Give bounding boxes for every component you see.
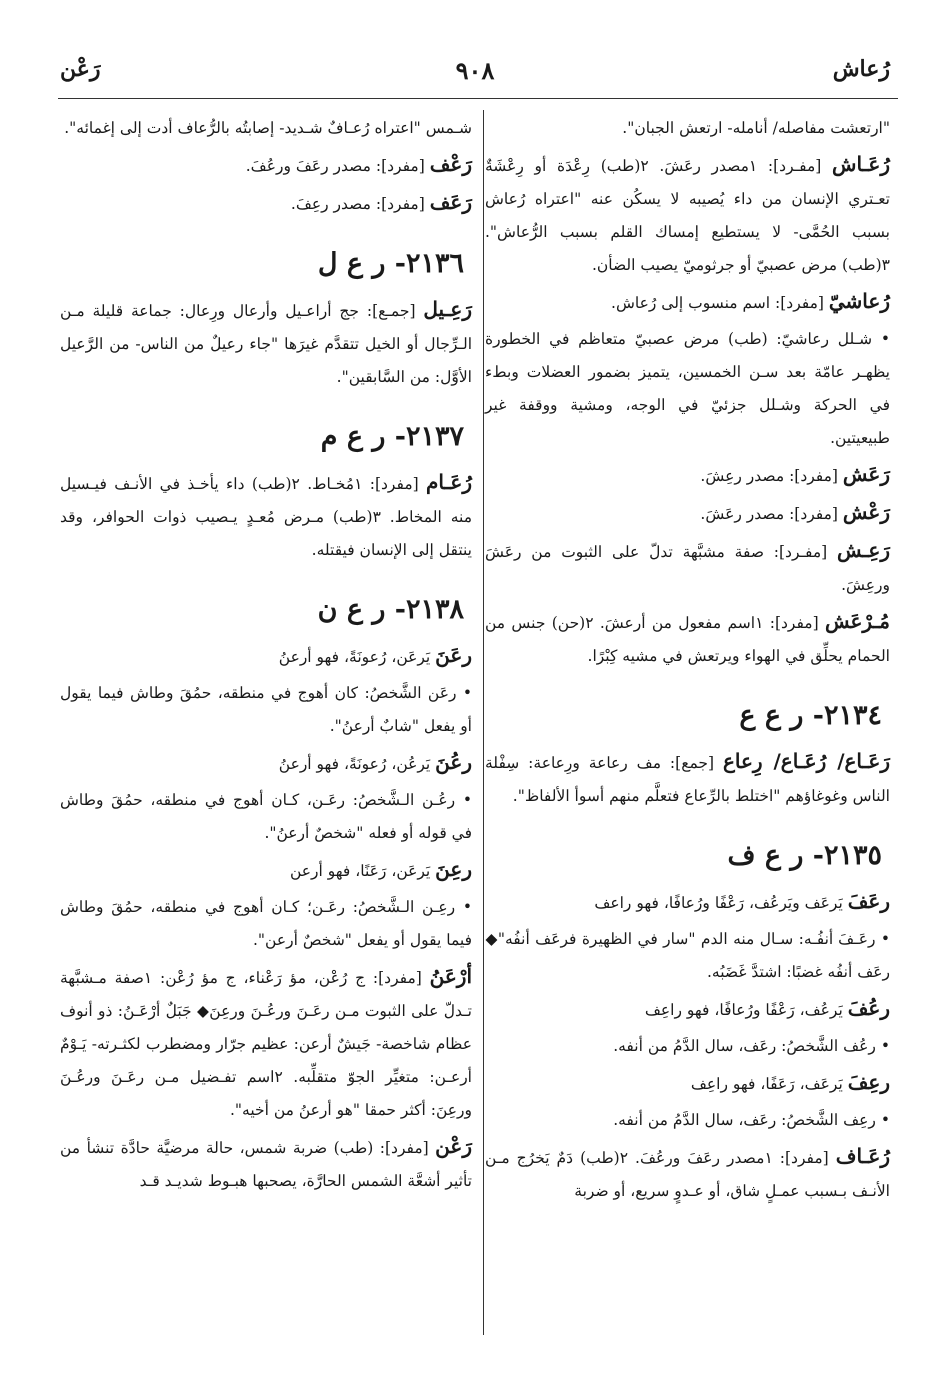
dictionary-entry: [485, 148, 890, 282]
dictionary-entry: [60, 853, 472, 888]
headword: مُـرْعَش: [824, 609, 890, 633]
header-rule: [58, 98, 898, 99]
dictionary-entry: [60, 293, 472, 394]
text-line: [60, 112, 472, 145]
entry-text: [مفـرد]: صفة مشبَّهة تدلّ على الثبوت من رعَشَ ورعِشَ.: [485, 543, 890, 594]
headword: رَعْش: [842, 500, 890, 524]
dictionary-entry: [485, 1140, 890, 1208]
dictionary-entry: [60, 148, 472, 183]
sense-line: [485, 1030, 890, 1063]
dictionary-entry: [60, 960, 472, 1127]
headword: رَعْن: [435, 1134, 472, 1158]
entry-text: يَرعُف، رَعْفًا ورُعافًا، فهو راعِف: [644, 1001, 848, 1019]
dictionary-entry: [485, 745, 890, 813]
headword: رعَفَ: [847, 889, 890, 913]
entry-text: شـلل رعاشيّ: (طب) مرض عصبيّ متعاظم في الخطورة يظهـر عامّة بعد سـن الخمسين، يتميز بضمور العضلات وبطء في الحركة وشـلل جزئيّ في الوجه، ومشية ووقفة غير طبيعيتين.: [485, 330, 890, 447]
headword: رَعِـش: [837, 538, 890, 562]
column-divider: [483, 110, 484, 1335]
root-heading: ٢١٣٤- ر ع ع: [739, 700, 882, 731]
dictionary-entry: [485, 534, 890, 602]
headword: رُعَـاف: [835, 1144, 890, 1168]
entry-text: [مفرد]: ١مصدر رعَفَ ورعُفَ. ٢(طب) دَمٌ يَخرُج مـن الأنـف بـسبب عمـلٍ شاق، أو عـدوٍ سريع، أو ضربة: [485, 1149, 890, 1200]
sense-line: [60, 784, 472, 850]
headword: رعُنَ: [435, 750, 472, 774]
root-heading: ٢١٣٧- ر ع م: [320, 421, 464, 452]
entry-text: رعُف الشَّخصُ: رعَف، سال الدَّمُ من أنفه.: [613, 1037, 876, 1055]
headword: رَعَـاع/ رُعَـاع/ رِعاع: [722, 749, 890, 773]
sense-line: [485, 323, 890, 455]
entry-text: يَرعُن، رُعونَةً، فهو أرعنُ: [278, 755, 436, 773]
page-header: [60, 56, 890, 96]
headword: رعِنَ: [435, 857, 472, 881]
headword: رعَنَ: [435, 643, 472, 667]
entry-text: [مفرد]: اسم منسوب إلى رُعاش.: [611, 294, 829, 312]
text-line: [485, 112, 890, 145]
entry-text: يَرعَن، رَعَنًا، فهو أرعن: [290, 862, 436, 880]
dictionary-entry: [60, 746, 472, 781]
entry-text: [مفرد]: مصدر رعِشَ.: [700, 467, 843, 485]
entry-text: [مفرد]: ج رُعْن، مؤ رَعْناء، ج مؤ رُعْن: ١صفة مـشبَّهة تـدلّ على الثبوت مـن رعَـنَ ورعُـنَ ورعِنَ◆ جَبَلٌ أرْعَـنُ: ذو أنوف عظام شاخصة- جَيشٌ أرعن: عظيم جرّار ومضطرب لكثـرته- يَـوْمٌ أرعـن: متغيِّر الجوّ متقلِّبه. ٢اسم تفـضيل مـن رعَـنَ ورعُـنَ ورعِنَ: أكثر حمقا "هو أرعنُ من أخيه".: [60, 969, 472, 1119]
headword: رَعِـيل: [423, 297, 472, 321]
dictionary-entry: [60, 1130, 472, 1198]
entry-text: [مفرد]: ١اسم مفعول من أرعشَ. ٢(حن) جنس من الحمام يحلِّق في الهواء ويرتعش في مشيه كِبْرًا.: [485, 614, 890, 665]
right-column: [485, 112, 890, 1211]
entry-text: يَرعَف ويَرعُف، رَعْفًا ورُعافًا، فهو راعف: [594, 894, 848, 912]
entry-text: [مفرد]: مصدر رعَشَ.: [700, 505, 843, 523]
headword: رَعْف: [429, 152, 472, 176]
entry-text: [مفرد]: ١مُخـاط. ٢(طب) داء يأخـذ في الأنـف فيـسيل منه المخاط. ٣(طب) مـرض مُعـدٍ يـصيب ذوات الحوافر، وقد ينتقل إلى الإنسان فيقتله.: [60, 475, 472, 559]
dictionary-entry: [485, 458, 890, 493]
dictionary-entry: [60, 639, 472, 674]
headword: رعُفَ: [847, 996, 890, 1020]
entry-text: [مفرد]: مصدر رعَفَ ورعُفَ.: [245, 157, 430, 175]
entry-text: شـمس "اعتراه رُعـافٌ شـديد- إصابتُه بالرُّعاف أدت إلى إغمائه".: [64, 119, 472, 137]
headword: رُعاشيّ: [828, 289, 890, 313]
dictionary-entry: [60, 186, 472, 221]
entry-text: رعِـن الـشَّخصُ: رعَـن؛ كـان أهوج في منطقه، حمُقَ وطاش فيما يقول أو يفعل "شخصٌ أرعن".: [60, 898, 472, 949]
headword: أرْعَنُ: [429, 964, 472, 988]
headword: رُعَـام: [426, 470, 472, 494]
header-guide-word-left: رَعْن: [60, 56, 101, 82]
sense-line: [485, 1104, 890, 1137]
page-number: ٩٠٨: [455, 56, 495, 85]
entry-text: رعِف الشَّخصُ: رعَف، سال الدَّمُ من أنفه.: [613, 1111, 876, 1129]
entry-text: [مفرد]: مصدر رعِفَ.: [290, 195, 430, 213]
dictionary-entry: [60, 466, 472, 567]
sense-line: [60, 677, 472, 743]
entry-text: [مفـرد]: ١مصدر رعَشَ. ٢(طب) رِعْدَة أو رِعْشَةٌ تعـتري الإنسان من داء يُصيبه لا يسكُن عنه "اعتراه رُعاش بسبب الحُمَّى- لا يستطيع إمساك القلم بسبب الرُّعاش". ٣(طب) مرض عصبيّ أو جرثوميّ يصيب الضأن.: [485, 157, 890, 274]
headword: رُعَـاش: [832, 152, 891, 176]
dictionary-entry: [485, 605, 890, 673]
sense-line: [485, 923, 890, 989]
entry-text: [جمـع]: جج أراعـيل وأرعال ورِعال: جماعة قليلة مـن الـرِّجال أو الخيل تتقدَّم غيرَها "جاء رعيلٌ من الناس- من الرَّعيل الأوَّل: من السَّابقين".: [60, 302, 472, 386]
entry-text: رعُـن الـشَّخصُ: رعَـن، كـان أهوج في منطقه، حمُقَ وطاش في قوله أو فعله "شخصٌ أرعنُ".: [60, 791, 472, 842]
headword: رَعَش: [842, 462, 890, 486]
entry-text: [مفرد]: (طب) ضربة شمس، حالة مرضيَّة حادَّة تنشأ من تأثير أشعَّة الشمس الحارَّة، يصحبها هبـوط شديـد قـد: [60, 1139, 472, 1190]
dictionary-entry: [485, 1066, 890, 1101]
entry-text: رعَـفَ أنفُـه: سـال منه الدم "سار في الظهيرة فرعَف أنفُه"◆ رعَف أنفُه غضبًا: اشتدَّ غَضَبُه.: [485, 930, 890, 981]
dictionary-entry: [485, 285, 890, 320]
header-guide-word-right: رُعاش: [832, 56, 890, 82]
entry-text: يَرعَن، رُعونَةً، فهو أرعنُ: [278, 648, 436, 666]
root-heading: ٢١٣٥- ر ع ف: [727, 840, 882, 871]
entry-text: [جمع]: مف رعاعة ورِعاعة: سِفْلة الناس وغوغاؤهم "اختلط بالرِّعاع فتعلَّم منهم أسوأ الألفاظ".: [485, 754, 890, 805]
headword: رعِفَ: [847, 1070, 890, 1094]
entry-text: "ارتعشت مفاصله/ أنامله- ارتعش الجبان".: [622, 119, 890, 137]
entry-text: رعَن الشَّخصُ: كان أهوج في منطقه، حمُقَ وطاش فيما يقول أو يفعل "شابٌ أرعنُ".: [60, 684, 472, 735]
root-heading: ٢١٣٦- ر ع ل: [317, 248, 464, 279]
headword: رَعَف: [429, 190, 472, 214]
dictionary-entry: [485, 885, 890, 920]
dictionary-entry: [485, 992, 890, 1027]
dictionary-entry: [485, 496, 890, 531]
entry-text: يَرعَف، رَعَفًا، فهو راعِف: [690, 1075, 848, 1093]
sense-line: [60, 891, 472, 957]
root-heading: ٢١٣٨- ر ع ن: [317, 594, 464, 625]
left-column: [60, 112, 472, 1201]
